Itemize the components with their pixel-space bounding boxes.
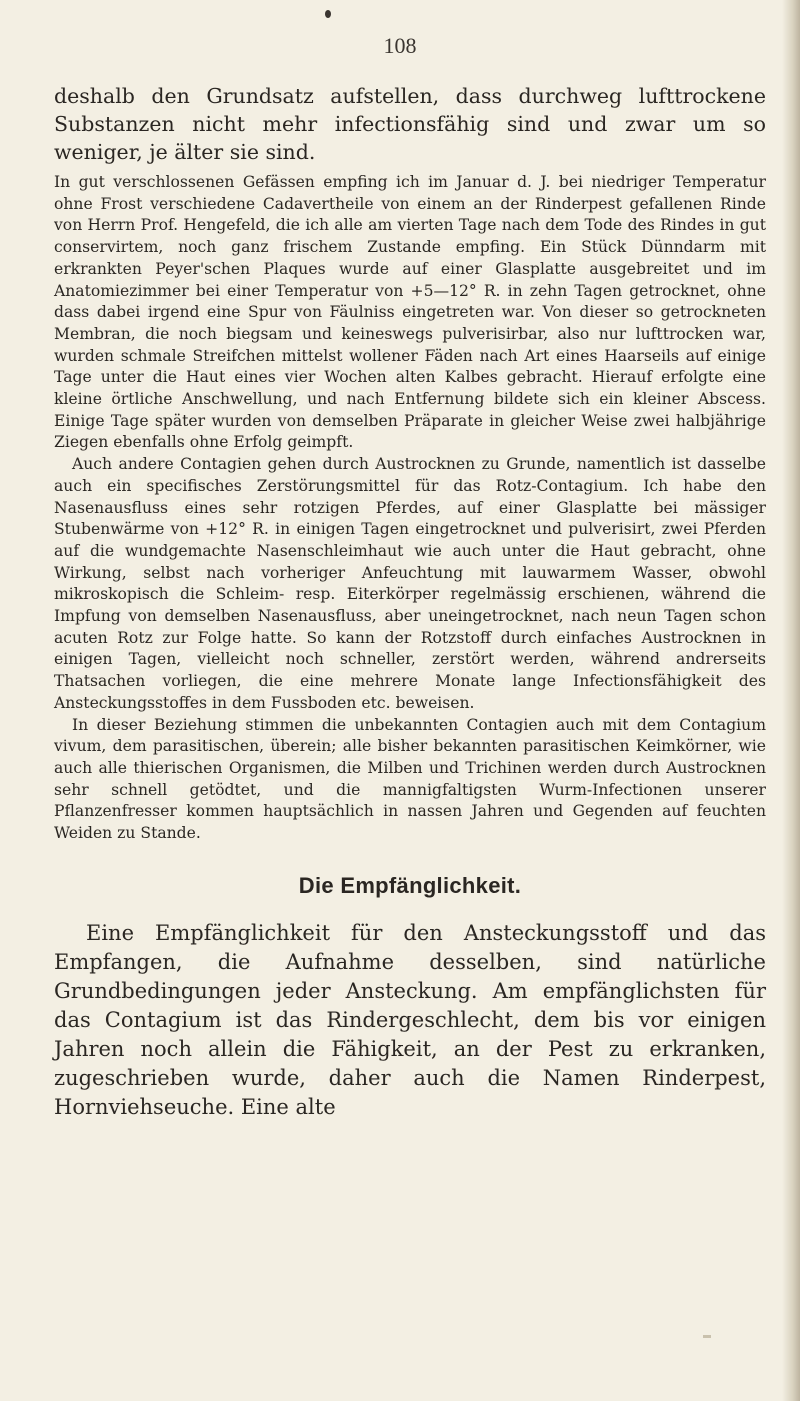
print-blemish <box>703 1335 711 1338</box>
lead-paragraph: deshalb den Grundsatz aufstellen, dass durchweg lufttrockene Substanzen nicht mehr infectionsfähig sind und zwar um so weniger, je älter sie sind. <box>54 84 766 164</box>
small-paragraph: In gut verschlossenen Gefässen empfing ich im Januar d. J. bei niedriger Temperatur ohne Frost verschiedene Cadavertheile von einem an der Rinderpest gefallenen Rinde von Herrn Prof. Hengefeld, die ich alle am vierten Tage nach dem Tode des Rindes in gut conservirtem, noch ganz frischem Zustande empfing. Ein Stück Dünndarm mit erkrankten Peyer'schen Plaques wurde auf einer Glasplatte ausgebreitet und im Anatomiezimmer bei einer Temperatur von +5—12° R. in zehn Tagen getrocknet, ohne dass dabei irgend eine Spur von Fäulniss eingetreten war. Von dieser so getrockneten Membran, die noch biegsam und keineswegs pulverisirbar, also nur lufttrocken war, wurden schmale Streifchen mittelst wollener Fäden nach Art eines Haarseils auf einige Tage unter die Haut eines vier Wochen alten Kalbes gebracht. Hierauf erfolgte eine kleine örtliche Anschwellung, und nach Entfernung bildete sich ein kleiner Abscess. Einige Tage später wurden von demselben Präparate in gleicher Weise zwei halbjährige Ziegen ebenfalls ohne Erfolg geimpft. <box>54 173 766 452</box>
page-body <box>54 82 766 1122</box>
small-print-section <box>54 172 766 845</box>
small-paragraph: Auch andere Contagien gehen durch Austrocknen zu Grunde, namentlich ist dasselbe auch ein specifisches Zerstörungsmittel für das Rotz-Contagium. Ich habe den Nasenausfluss eines sehr rotzigen Pferdes, auf einer Glasplatte bei mässiger Stubenwärme von +12° R. in einigen Tagen eingetrocknet und pulverisirt, zwei Pferden auf die wundgemachte Nasenschleimhaut wie auch unter die Haut gebracht, ohne Wirkung, selbst nach vorheriger Anfeuchtung mit lauwarmem Wasser, obwohl mikroskopisch die Schleim- resp. Eiterkörper regelmässig erschienen, während die Impfung von demselben Nasenausfluss, aber uneingetrocknet, nach neun Tagen schon acuten Rotz zur Folge hatte. So kann der Rotzstoff durch einfaches Austrocknen in einigen Tagen, vielleicht noch schneller, zerstört werden, während andrerseits Thatsachen vorliegen, die eine mehrere Monate lange Infectionsfähigkeit des Ansteckungsstoffes in dem Fussboden etc. beweisen. <box>54 455 766 712</box>
small-paragraph: In dieser Beziehung stimmen die unbekannten Contagien auch mit dem Contagium vivum, dem parasitischen, überein; alle bisher bekannten parasitischen Keimkörner, wie auch alle thierischen Organismen, die Milben und Trichinen werden durch Austrocknen sehr schnell getödtet, und die mannigfaltigsten Wurm-Infectionen unserer Pflanzenfresser kommen hauptsächlich in nassen Jahren und Gegenden auf feuchten Weiden zu Stande. <box>54 715 766 843</box>
page-number: 108 <box>383 33 417 58</box>
printing-mark <box>325 10 331 18</box>
page-edge-shadow <box>782 0 800 1401</box>
section-heading: Die Empfänglichkeit. <box>298 872 522 898</box>
section-paragraph: Eine Empfänglichkeit für den Ansteckungsstoff und das Empfangen, die Aufnahme desselben, sind natürliche Grundbedingungen jeder Ansteckung. Am empfänglichsten für das Contagium ist das Rindergeschlecht, dem bis vor einigen Jahren noch allein die Fähigkeit, an der Pest zu erkranken, zugeschrieben wurde, daher auch die Namen Rinderpest, Hornviehseuche. Eine alte <box>54 920 766 1119</box>
